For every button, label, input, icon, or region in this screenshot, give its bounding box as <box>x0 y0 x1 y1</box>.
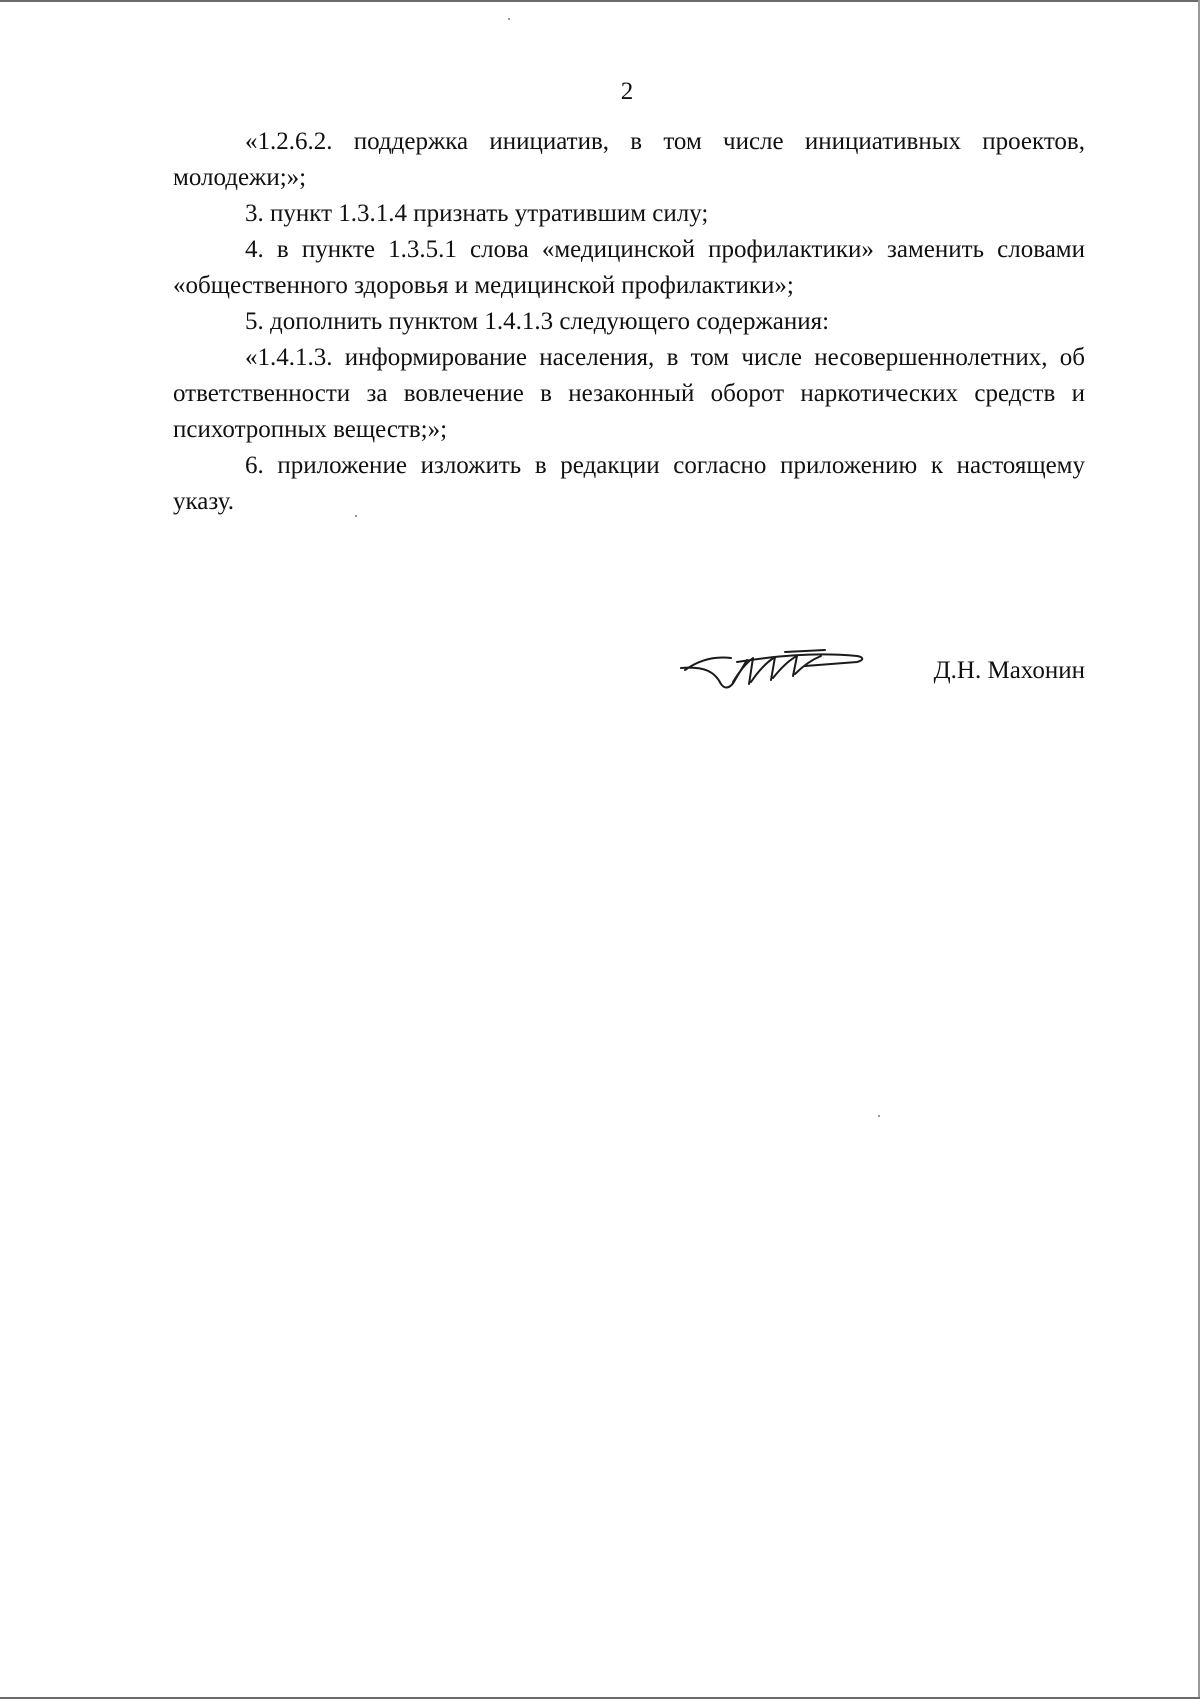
paragraph-item-6: 6. приложение изложить в редакции согласно приложению к настоящему указу. <box>173 452 1085 515</box>
paragraph-item-1-4-1-3: «1.4.1.3. информирование населения, в том числе несовершеннолетних, об ответственности за вовлечение в незаконный оборот наркотических средств и психотропных веществ;»; <box>173 344 1085 443</box>
scan-speck <box>508 18 510 20</box>
paragraph-item-5: 5. дополнить пунктом 1.4.1.3 следующего содержания: <box>245 308 830 335</box>
handwritten-signature <box>675 644 875 694</box>
scan-speck <box>355 515 357 517</box>
page-number: 2 <box>620 78 634 105</box>
paragraph-item-1-2-6-2: «1.2.6.2. поддержка инициатив, в том числе инициативных проектов, молодежи;»; <box>173 128 1085 191</box>
scan-border-top <box>0 0 1200 2</box>
signer-name: Д.Н. Махонин <box>933 657 1085 684</box>
paragraph-item-3: 3. пункт 1.3.1.4 признать утратившим силу; <box>245 200 709 227</box>
scan-speck <box>878 1115 880 1117</box>
signature-block <box>675 640 1085 700</box>
paragraph-item-4: 4. в пункте 1.3.5.1 слова «медицинской профилактики» заменить словами «общественного здоровья и медицинской профилактики»; <box>173 236 1085 299</box>
document-body <box>173 124 1085 520</box>
